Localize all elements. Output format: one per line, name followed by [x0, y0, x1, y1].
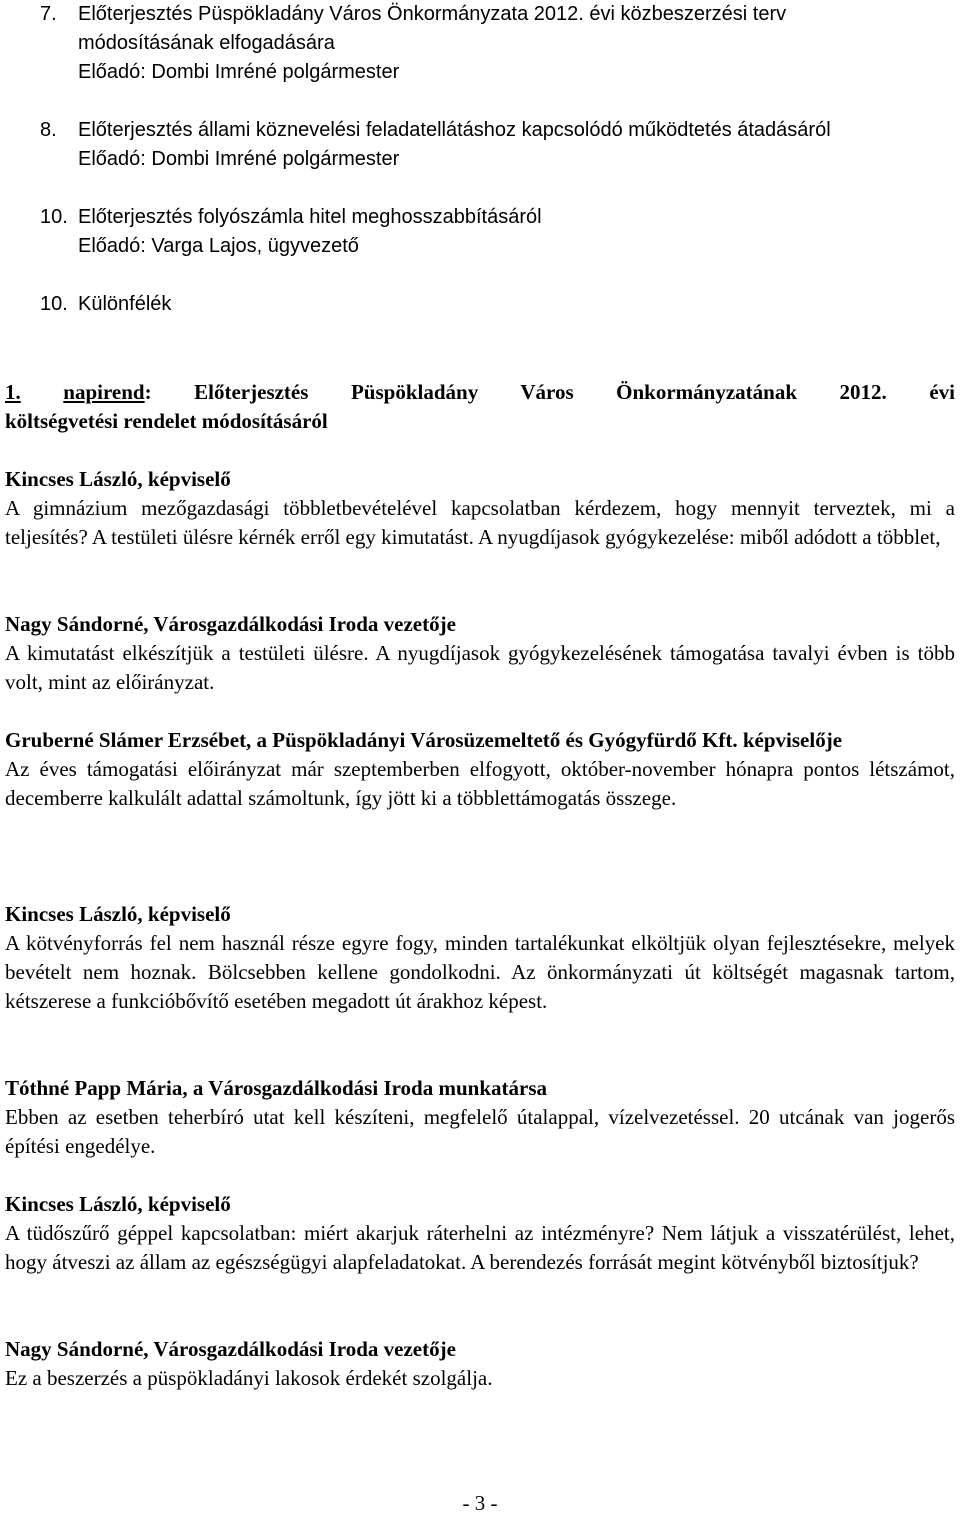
heading-number: 1. [5, 380, 21, 404]
speech [5, 1190, 955, 1277]
speech [5, 900, 955, 1016]
heading-text: : Előterjesztés Püspökladány Város Önkormányzatának 2012. évi [144, 380, 955, 404]
speech [5, 726, 955, 813]
speech [5, 610, 955, 697]
speech [5, 1335, 955, 1393]
speech-text: A kötvényforrás fel nem használ része egyre fogy, minden tartalékunkat elköltjük olyan fejlesztésekre, melyek bevételt nem hoznak. Bölcsebben kellene gondolkodni. Az önkormányzati út költségét magasnak tartom, kétszerese a funkcióbővítő esetében megadott út árakhoz képest. [5, 931, 955, 1013]
page-number: - 3 - [462, 1491, 498, 1515]
speech-text: A gimnázium mezőgazdasági többletbevételével kapcsolatban kérdezem, hogy mennyit terveztek, mi a teljesítés? A testületi ülésre kérnék erről egy kimutatást. A nyugdíjasok gyógykezelése: miből adódott a többlet, [5, 496, 955, 549]
speaker-name: Nagy Sándorné, Városgazdálkodási Iroda vezetője [5, 1337, 456, 1361]
agenda-title-continued: módosításának elfogadására [78, 32, 335, 54]
agenda-presenter: Előadó: Varga Lajos, ügyvezető [78, 235, 359, 257]
agenda-title: Előterjesztés Püspökladány Város Önkormányzata 2012. évi közbeszerzési terv [78, 3, 787, 25]
speaker-name: Tóthné Papp Mária, a Városgazdálkodási Iroda munkatársa [5, 1076, 548, 1100]
agenda-number: 7. [40, 3, 57, 25]
speaker-name: Nagy Sándorné, Városgazdálkodási Iroda vezetője [5, 612, 456, 636]
agenda-item [40, 0, 960, 87]
heading-text-continued: költségvetési rendelet módosításáról [5, 409, 328, 433]
agenda-title: Különfélék [78, 293, 172, 315]
heading-label: napirend [63, 380, 145, 404]
speech-text: A tüdőszűrő géppel kapcsolatban: miért akarjuk ráterhelni az intézményre? Nem látjuk a visszatérülést, lehet, hogy átveszi az állam az egészségügyi alapfeladatokat. A berendezés forrását megint kötvényből biztosítjuk? [5, 1221, 955, 1274]
agenda-number: 10. [40, 293, 68, 315]
speech-text: A kimutatást elkészítjük a testületi ülésre. A nyugdíjasok gyógykezelésének támogatása tavalyi évben is több volt, mint az előirányzat. [5, 641, 955, 694]
speech [5, 465, 955, 552]
agenda-number: 10. [40, 206, 68, 228]
speaker-name: Gruberné Slámer Erzsébet, a Püspökladányi Városüzemeltető és Gyógyfürdő Kft. képviselője [5, 728, 843, 752]
agenda-heading [5, 378, 955, 436]
agenda-item [40, 116, 960, 174]
agenda-item [40, 290, 960, 319]
agenda-item [40, 203, 960, 261]
speech [5, 1074, 955, 1161]
speech-text: Ez a beszerzés a püspökladányi lakosok érdekét szolgálja. [5, 1366, 493, 1390]
agenda-presenter: Előadó: Dombi Imréné polgármester [78, 148, 400, 170]
speaker-name: Kincses László, képviselő [5, 902, 231, 926]
agenda-presenter: Előadó: Dombi Imréné polgármester [78, 61, 400, 83]
speaker-name: Kincses László, képviselő [5, 467, 231, 491]
speaker-name: Kincses László, képviselő [5, 1192, 231, 1216]
agenda-number: 8. [40, 119, 57, 141]
agenda-title: Előterjesztés folyószámla hitel meghosszabbításáról [78, 206, 542, 228]
agenda-title: Előterjesztés állami köznevelési feladatellátáshoz kapcsolódó működtetés átadásáról [78, 119, 831, 141]
speech-text: Az éves támogatási előirányzat már szeptemberben elfogyott, október-november hónapra pontos létszámot, decemberre kalkulált adattal számoltunk, így jött ki a többlettámogatás összege. [5, 757, 955, 810]
speech-text: Ebben az esetben teherbíró utat kell készíteni, megfelelő útalappal, vízelvezetéssel. 20 utcának van jogerős építési engedélye. [5, 1105, 955, 1158]
